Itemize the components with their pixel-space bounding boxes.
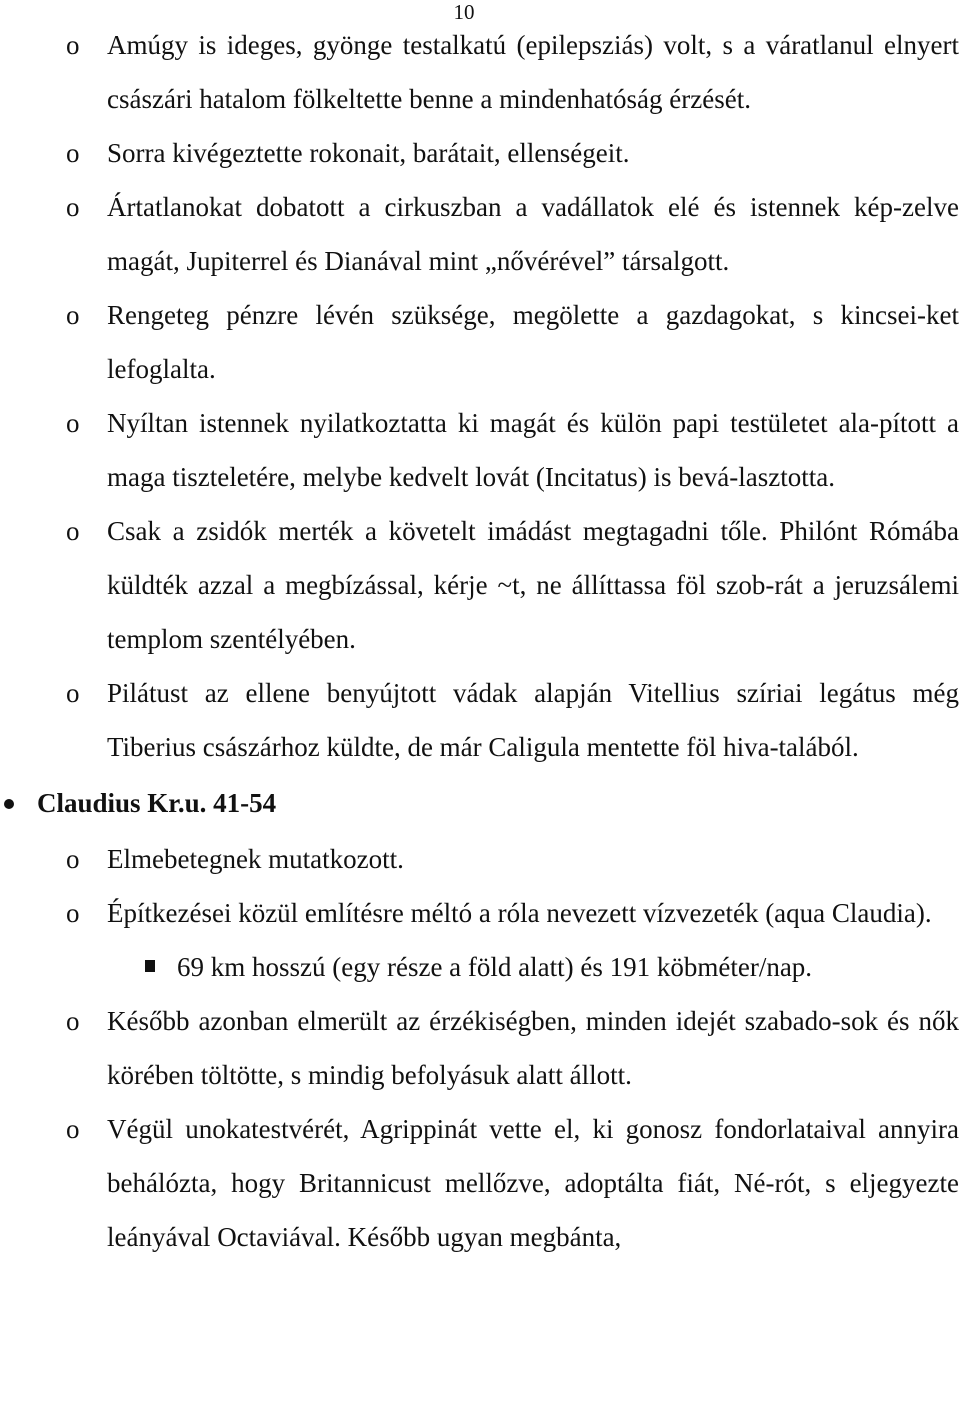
list-item-text: Később azonban elmerült az érzékiségben, minden idejét szabado-sok és nők körében töltötte, s mindig befolyásuk alatt állott.: [107, 1006, 959, 1090]
list-item-text: Csak a zsidók merték a követelt imádást megtagadni tőle. Philónt Rómába küldték azzal a megbízással, kérje ~t, ne állíttassa föl szob-rát a jeruzsálemi templom szentélyében.: [107, 516, 959, 654]
list-item-text: Végül unokatestvérét, Agrippinát vette el, ki gonosz fondorlataival annyira behálózta, hogy Britannicust mellőzve, adoptálta fiát, Né-rót, s eljegyezte leányával Octaviával. Később ugyan megbánta,: [107, 1114, 959, 1252]
list-item: [0, 994, 959, 1102]
list-item: [0, 180, 959, 288]
list-item-text: Sorra kivégeztette rokonait, barátait, ellenségeit.: [107, 138, 630, 168]
circle-bullet-icon: o: [66, 678, 80, 708]
list-item-text: Pilátust az ellene benyújtott vádak alapján Vitellius szíriai legátus még Tiberius császárhoz küldte, de már Caligula mentette föl hiva-talából.: [107, 678, 959, 762]
circle-bullet-icon: o: [66, 516, 80, 546]
list-item-text: Nyíltan istennek nyilatkoztatta ki magát és külön papi testületet ala-pított a maga tiszteletére, melybe kedvelt lovát (Incitatus) is bevá-lasztotta.: [107, 408, 959, 492]
circle-bullet-icon: o: [66, 138, 80, 168]
list-item: [0, 396, 959, 504]
circle-bullet-icon: o: [66, 898, 80, 928]
sub-list-item: [0, 940, 960, 994]
circle-bullet-icon: o: [66, 1114, 80, 1144]
list-item-text: Amúgy is ideges, gyönge testalkatú (epilepsziás) volt, s a váratlanul elnyert császári hatalom fölkeltette benne a mindenhatóság érzését.: [107, 30, 959, 114]
circle-bullet-icon: o: [66, 30, 80, 60]
list-item: [0, 126, 959, 180]
square-bullet-icon: [145, 960, 155, 972]
list-item-text: Rengeteg pénzre lévén szüksége, megölette a gazdagokat, s kincsei-ket lefoglalta.: [107, 300, 959, 384]
section-heading-text: Claudius Kr.u. 41-54: [37, 788, 277, 818]
list-item: [0, 504, 959, 666]
sub-list-item-text: 69 km hosszú (egy része a föld alatt) és 191 köbméter/nap.: [177, 952, 813, 982]
circle-bullet-icon: o: [66, 408, 80, 438]
list-item: [0, 288, 959, 396]
section-heading: [0, 774, 960, 832]
list-item: [0, 832, 959, 886]
list-item-text: Ártatlanokat dobatott a cirkuszban a vadállatok elé és istennek kép-zelve magát, Jupiterrel és Dianával mint „nővérével” társalgott.: [107, 192, 959, 276]
filled-dot-bullet-icon: [4, 799, 14, 809]
list-item-text: Építkezései közül említésre méltó a róla nevezett vízvezeték (aqua Claudia).: [107, 898, 932, 928]
page-number: 10: [453, 0, 475, 24]
circle-bullet-icon: o: [66, 300, 80, 330]
document-body: [0, 18, 960, 1264]
circle-bullet-icon: o: [66, 192, 80, 222]
list-item: [0, 18, 959, 126]
list-item: [0, 886, 959, 940]
circle-bullet-icon: o: [66, 1006, 80, 1036]
list-item: [0, 666, 959, 774]
list-item-text: Elmebetegnek mutatkozott.: [107, 844, 404, 874]
list-item: [0, 1102, 959, 1264]
circle-bullet-icon: o: [66, 844, 80, 874]
